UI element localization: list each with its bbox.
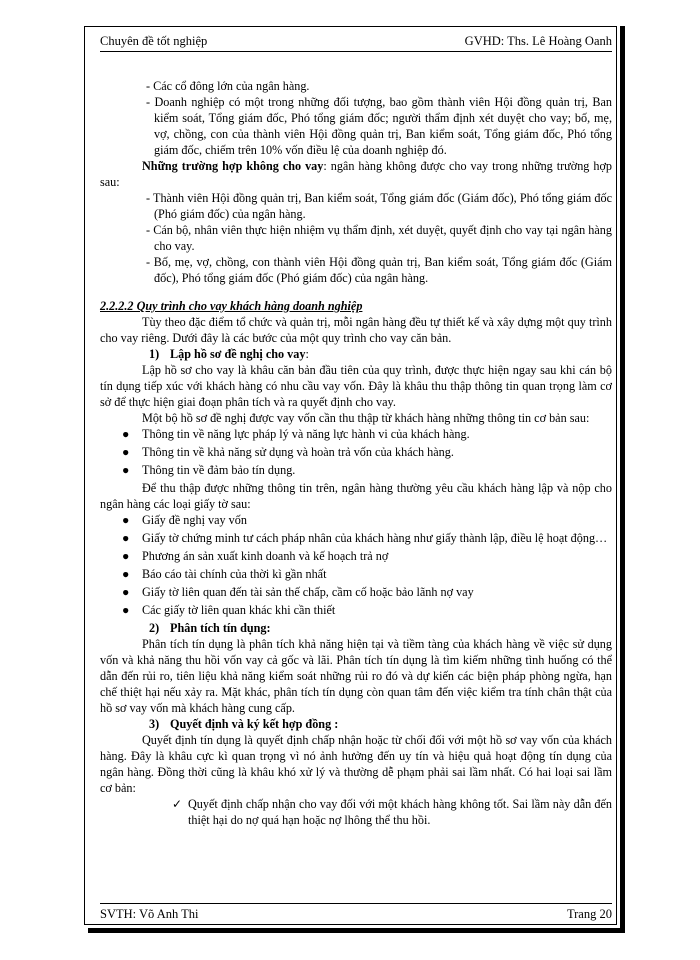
header-rule (100, 51, 612, 52)
footer-author: SVTH: Võ Anh Thi (100, 907, 199, 921)
paragraph: Để thu thập được những thông tin trên, ngân hàng thường yêu cầu khách hàng lập và nộp cho ngân hàng các loại giấy tờ sau: (100, 481, 612, 511)
step-3-heading (149, 716, 612, 732)
document-body (100, 78, 612, 828)
list-item: ● Thông tin về đảm bảo tín dụng. (122, 463, 296, 477)
step-title: Phân tích tín dụng: (170, 621, 271, 635)
list-item: - Bố, mẹ, vợ, chồng, con thành viên Hội đồng quản trị, Ban kiểm soát, Tổng giám đốc (Giám đốc), Phó tổng giám đốc (Phó giám đốc) của ngân hàng. (146, 255, 612, 285)
step-title: Quyết định và ký kết hợp đồng : (170, 717, 339, 731)
step-number: 1) (149, 347, 160, 361)
bullet-icon: ● (122, 603, 130, 617)
list-item: - Các cổ đông lớn của ngân hàng. (146, 79, 310, 93)
header-advisor: GVHD: Ths. Lê Hoàng Oanh (464, 34, 612, 48)
bullet-icon: ● (122, 427, 130, 441)
bullet-icon: ● (122, 445, 130, 459)
paragraph-no-loan (100, 158, 612, 190)
list-item: ● Giấy tờ liên quan đến tài sản thế chấp, cầm cố hoặc bảo lãnh nợ vay (122, 585, 474, 599)
footer-rule (100, 903, 612, 904)
section-heading: 2.2.2.2 Quy trình cho vay khách hàng doanh nghiệp (100, 299, 363, 313)
step-2-heading (149, 620, 612, 636)
list-item: - Doanh nghiệp có một trong những đối tượng, bao gồm thành viên Hội đồng quản trị, Ban kiểm soát, Tổng giám đốc, Phó tổng giám đốc; người thẩm định xét duyệt cho vay; bố, mẹ, vợ, chồng, con của thành viên Hội đồng quản trị, Ban kiểm soát, Tổng giám đốc, Phó tổng giám đốc, chiếm trên 10% vốn điều lệ của doanh nghiệp đó. (146, 95, 612, 157)
list-item: ● Giấy tờ chứng minh tư cách pháp nhân của khách hàng như giấy thành lập, điều lệ hoạt động… (122, 531, 608, 545)
paragraph: Phân tích tín dụng là phân tích khả năng hiện tại và tiềm tàng của khách hàng về việc sử dụng vốn và khả năng thu hồi vốn vay cả gốc và lãi. Phân tích tín dụng là tìm kiếm những tình huống có thể dẫn đến rủi ro, tiên liệu khả năng kiểm soát những rủi ro đó và dự kiến các biện pháp phòng ngừa, hạn chế thiệt hại nếu xảy ra. Mặt khác, phân tích tín dụng còn quan tâm đến việc kiểm tra tính chân thật của hồ sơ vay vốn mà khách hàng cung cấp. (100, 637, 612, 715)
list-item: ● Báo cáo tài chính của thời kì gần nhất (122, 567, 327, 581)
list-item: ● Các giấy tờ liên quan khác khi cần thiết (122, 603, 336, 617)
list-item: - Thành viên Hội đồng quản trị, Ban kiểm soát, Tổng giám đốc (Giám đốc), Phó tổng giám đốc (Phó giám đốc) của ngân hàng. (146, 191, 612, 221)
step-number: 3) (149, 717, 160, 731)
section-intro: Tùy theo đặc điểm tổ chức và quản trị, mỗi ngân hàng đều tự thiết kế và xây dựng một quy trình cho vay riêng. Dưới đây là các bước của một quy trình cho vay căn bản. (100, 315, 612, 345)
list-item: ● Giấy đề nghị vay vốn (122, 513, 247, 527)
list-item: ● Phương án sản xuất kinh doanh và kế hoạch trả nợ (122, 549, 389, 563)
bullet-icon: ● (122, 531, 130, 545)
no-loan-title: Những trường hợp không cho vay (142, 159, 324, 173)
step-1-heading (149, 346, 612, 362)
paragraph: Một bộ hồ sơ đề nghị được vay vốn cần thu thập từ khách hàng những thông tin cơ bản sau: (142, 411, 590, 425)
no-loan-intro: : ngân hàng không được cho vay trong những trường hợp sau: (100, 159, 612, 189)
bullet-icon: ● (122, 567, 130, 581)
info-list (100, 426, 612, 478)
checkmark-icon: ✓ (172, 797, 183, 811)
step-number: 2) (149, 621, 160, 635)
list-item: - Cán bộ, nhân viên thực hiện nhiệm vụ thẩm định, xét duyệt, quyết định cho vay tại ngân hàng cho vay. (146, 223, 612, 253)
check-item: ✓ Quyết định chấp nhận cho vay đối với một khách hàng không tốt. Sai lầm này dẫn đến thiệt hại do nợ quá hạn hoặc nợ lhông thể thu hồi. (172, 797, 612, 827)
paragraph: Quyết định tín dụng là quyết định chấp nhận hoặc từ chối đối với một hồ sơ vay vốn của khách hàng. Đây là khâu cực kì quan trọng vì nó ảnh hưởng đến uy tín và hiệu quả hoạt động tín dụng của ngân hàng. Đồng thời cũng là khâu khó xử lý và thường dễ phạm phải sai lầm nhất. Có hai loại sai lầm cơ bản: (100, 733, 612, 795)
page-number: Trang 20 (566, 907, 612, 921)
step-colon: : (305, 347, 309, 361)
bullet-icon: ● (122, 549, 130, 563)
bullet-icon: ● (122, 463, 130, 477)
list-item: ● Thông tin về năng lực pháp lý và năng lực hành vi của khách hàng. (122, 427, 470, 441)
bullet-icon: ● (122, 585, 130, 599)
bullet-icon: ● (122, 513, 130, 527)
step-title: Lập hồ sơ đề nghị cho vay (170, 347, 306, 361)
document-list (100, 512, 612, 618)
list-item: ● Thông tin về khả năng sử dụng và hoàn trả vốn của khách hàng. (122, 445, 454, 459)
paragraph: Lập hồ sơ cho vay là khâu căn bản đầu tiên của quy trình, được thực hiện ngay sau khi cán bộ tín dụng tiếp xúc với khách hàng có nhu cầu vay vốn. Đây là khâu thu thập thông tin quan trọng làm cơ sở để thực hiện giai đoạn phân tích và ra quyết định cho vay. (100, 363, 612, 409)
header-title: Chuyên đề tốt nghiệp (100, 34, 208, 48)
